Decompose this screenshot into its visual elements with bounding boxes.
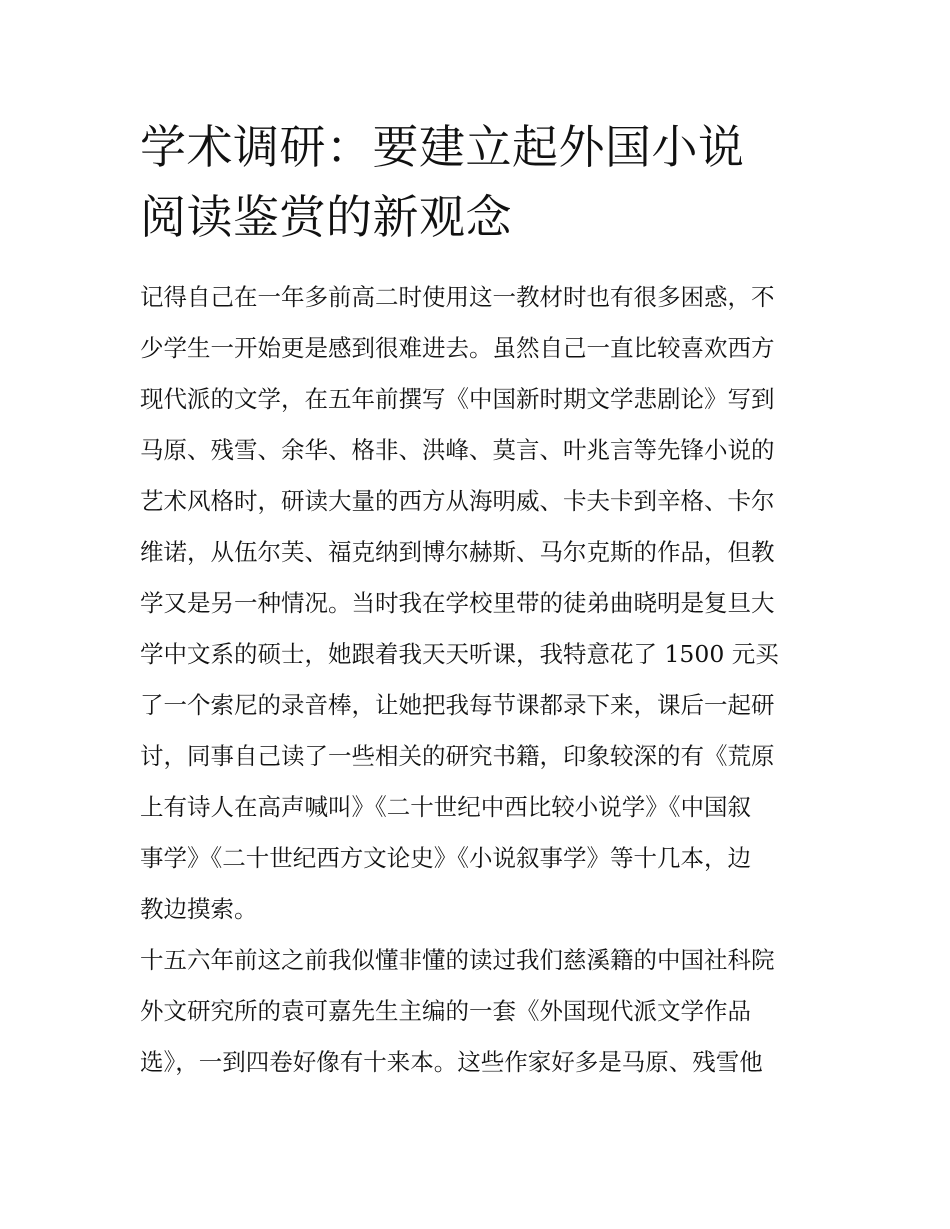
document-content xyxy=(140,112,812,1088)
text-line: 记得自己在一年多前高二时使用这一教材时也有很多困惑，不 xyxy=(140,283,775,311)
paragraph-1 xyxy=(140,272,812,935)
text-line: 艺术风格时，研读大量的西方从海明威、卡夫卡到辛格、卡尔 xyxy=(140,487,775,515)
text-line: 学又是另一种情况。当时我在学校里带的徒弟曲晓明是复旦大 xyxy=(140,589,775,617)
text-line: 选》，一到四卷好像有十来本。这些作家好多是马原、残雪他 xyxy=(140,1048,763,1076)
title-line: 阅读鉴赏的新观念 xyxy=(140,190,512,244)
text-line: 马原、残雪、余华、格非、洪峰、莫言、叶兆言等先锋小说的 xyxy=(140,436,775,464)
text-line: 讨，同事自己读了一些相关的研究书籍，印象较深的有《荒原 xyxy=(140,742,775,770)
title-line: 学术调研：要建立起外国小说 xyxy=(140,120,745,174)
text-line: 维诺，从伍尔芙、福克纳到博尔赫斯、马尔克斯的作品，但教 xyxy=(140,538,775,566)
text-line: 现代派的文学，在五年前撰写《中国新时期文学悲剧论》写到 xyxy=(140,385,775,413)
text-line: 上有诗人在高声喊叫》《二十世纪中西比较小说学》《中国叙 xyxy=(140,793,751,821)
text-line: 事学》《二十世纪西方文论史》《小说叙事学》等十几本，边 xyxy=(140,844,751,872)
text-line: 了一个索尼的录音棒，让她把我每节课都录下来，课后一起研 xyxy=(140,691,775,719)
text-line: 十五六年前这之前我似懂非懂的读过我们慈溪籍的中国社科院 xyxy=(140,946,775,974)
paragraph-2 xyxy=(140,935,812,1088)
text-line: 学中文系的硕士，她跟着我天天听课，我特意花了 1500 元买 xyxy=(140,640,779,668)
text-line: 少学生一开始更是感到很难进去。虽然自己一直比较喜欢西方 xyxy=(140,334,775,362)
text-line: 教边摸索。 xyxy=(140,895,258,923)
document-title xyxy=(140,112,812,252)
text-line: 外文研究所的袁可嘉先生主编的一套《外国现代派文学作品 xyxy=(140,997,751,1025)
